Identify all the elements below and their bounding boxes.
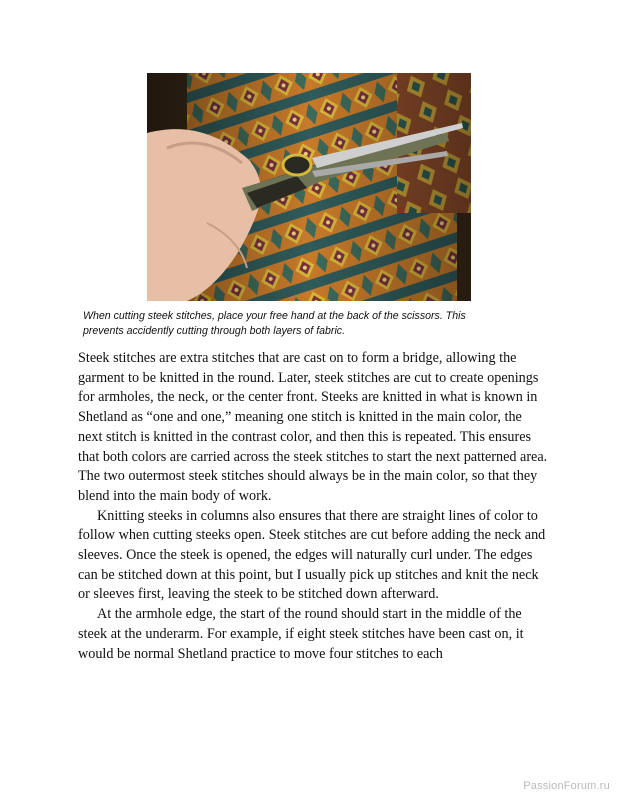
paragraph-3: At the armhole edge, the start of the round should start in the middle of the steek at the underarm. For example, if eight steek stitches have been cast on, it would be normal Shetland practice to move four stitches to each: [78, 606, 524, 662]
paragraph-2: Knitting steeks in columns also ensures that there are straight lines of color to follow when cutting steeks open. Steek stitches are cut before adding the neck and sleeves. Once the steek is opened, the edges will naturally curl under. The edges can be stitched down at this point, but I usually pick up stitches and knit the neck or sleeves first, leaving the steek to be stitched down afterward.: [78, 507, 546, 603]
caption-line-1: When cutting steek stitches, place your free hand at the back of the scissors. This: [83, 310, 466, 322]
paragraph-1: Steek stitches are extra stitches that are cast on to form a bridge, allowing the garment to be knitted in the round. Later, steek stitches are cut to create openings for armholes, the neck, or the center front. Steeks are knitted in what is known in Shetland as “one and one,” meaning one stitch is knitted in the main color, the next stitch is knitted in the contrast color, and then this is repeated. This ensures that both colors are carried across the steek stitches to start the next patterned area. The two outermost steek stitches should always be in the main color, so that they blend into the main body of work.: [78, 350, 548, 504]
knitting-photo: [147, 73, 471, 301]
watermark: PassionForum.ru: [523, 780, 610, 792]
knitting-photo-icon: [147, 73, 471, 301]
figure-caption: [83, 309, 523, 339]
caption-line-2: prevents accidently cutting through both layers of fabric.: [83, 325, 346, 337]
article-body: [78, 349, 548, 664]
